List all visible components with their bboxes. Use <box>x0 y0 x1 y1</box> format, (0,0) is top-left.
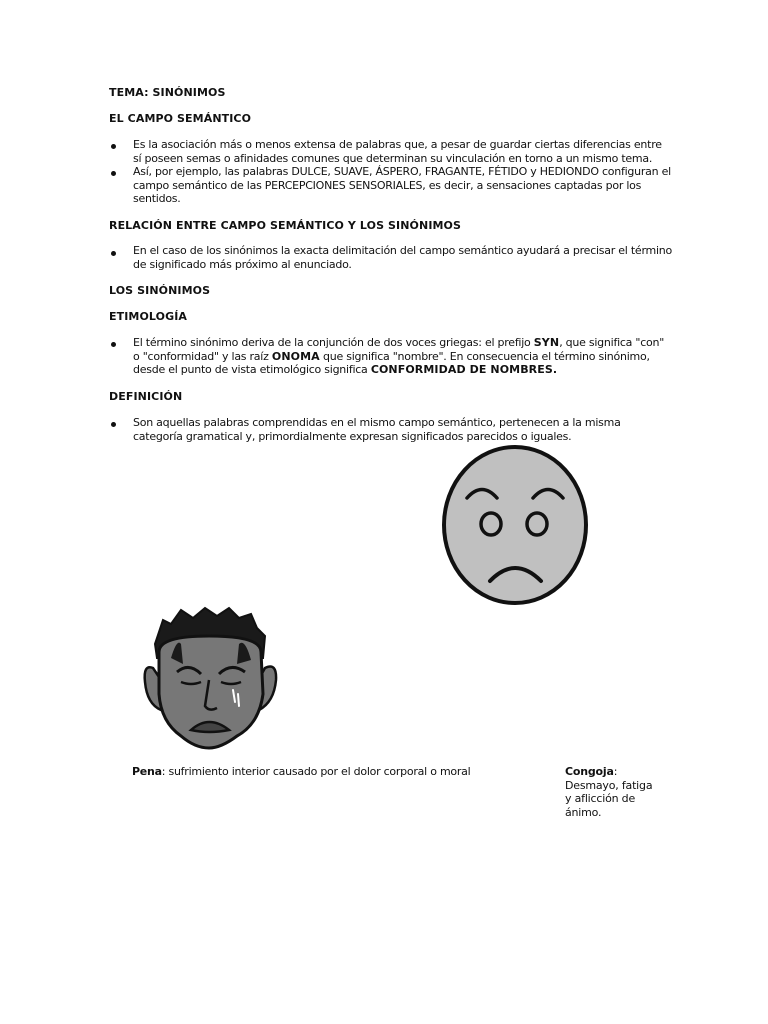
etimologia-conformidad: CONFORMIDAD DE NOMBRES. <box>370 363 558 376</box>
bullet-dot <box>111 251 116 256</box>
etimologia-bullet-1 <box>133 336 673 377</box>
caption-congoja-text: : Desmayo, fatiga y aflicción de ánimo. <box>565 765 653 819</box>
campo-semantico-bullet-1: Es la asociación más o menos extensa de palabras que, a pesar de guardar ciertas diferencias entre sí poseen semas o afinidades comunes que determinan su vinculación en torno a un mismo tema. <box>133 138 662 165</box>
caption-pena <box>132 765 470 778</box>
heading-relacion: RELACIÓN ENTRE CAMPO SEMÁNTICO Y LOS SINÓNIMOS <box>109 219 462 232</box>
heading-etimologia: ETIMOLOGÍA <box>109 310 188 323</box>
etimologia-text-3: que significa "nombre". En consecuencia el término sinónimo, desde el punto de vista etimológico significa <box>133 349 650 376</box>
sad-smiley-icon <box>440 443 590 607</box>
bullet-dot <box>111 171 116 176</box>
etimologia-onoma: ONOMA <box>271 349 320 363</box>
bullet-dot <box>111 144 116 149</box>
bullet-dot <box>111 422 116 427</box>
heading-los-sinonimos: LOS SINÓNIMOS <box>109 284 211 297</box>
crying-man-illustration <box>141 606 281 752</box>
caption-pena-term: Pena <box>132 765 162 778</box>
heading-definicion: DEFINICIÓN <box>109 390 183 403</box>
caption-pena-text: : sufrimiento interior causado por el dolor corporal o moral <box>161 765 471 778</box>
etimologia-syn: SYN <box>533 336 560 349</box>
caption-congoja-term: Congoja <box>565 765 614 778</box>
etimologia-text-1: El término sinónimo deriva de la conjunción de dos voces griegas: el prefijo <box>133 336 534 349</box>
heading-campo-semantico: EL CAMPO SEMÁNTICO <box>109 112 252 125</box>
definicion-bullet-1: Son aquellas palabras comprendidas en el mismo campo semántico, pertenecen a la misma categoría gramatical y, primordialmente expresan significados parecidos o iguales. <box>133 416 621 443</box>
campo-semantico-bullet-2: Así, por ejemplo, las palabras DULCE, SUAVE, ÁSPERO, FRAGANTE, FÉTIDO y HEDIONDO configuran el campo semántico de las PERCEPCIONES SENSORIALES, es decir, a sensaciones captadas por los sentidos. <box>133 165 671 205</box>
bullet-dot <box>111 342 116 347</box>
caption-congoja <box>565 765 655 819</box>
etimologia-text-2: , que significa "con" o "conformidad" y las raíz <box>133 336 665 363</box>
page-title: TEMA: SINÓNIMOS <box>109 86 226 99</box>
relacion-bullet-1: En el caso de los sinónimos la exacta delimitación del campo semántico ayudará a precisar el término de significado más próximo al enunciado. <box>133 244 672 271</box>
